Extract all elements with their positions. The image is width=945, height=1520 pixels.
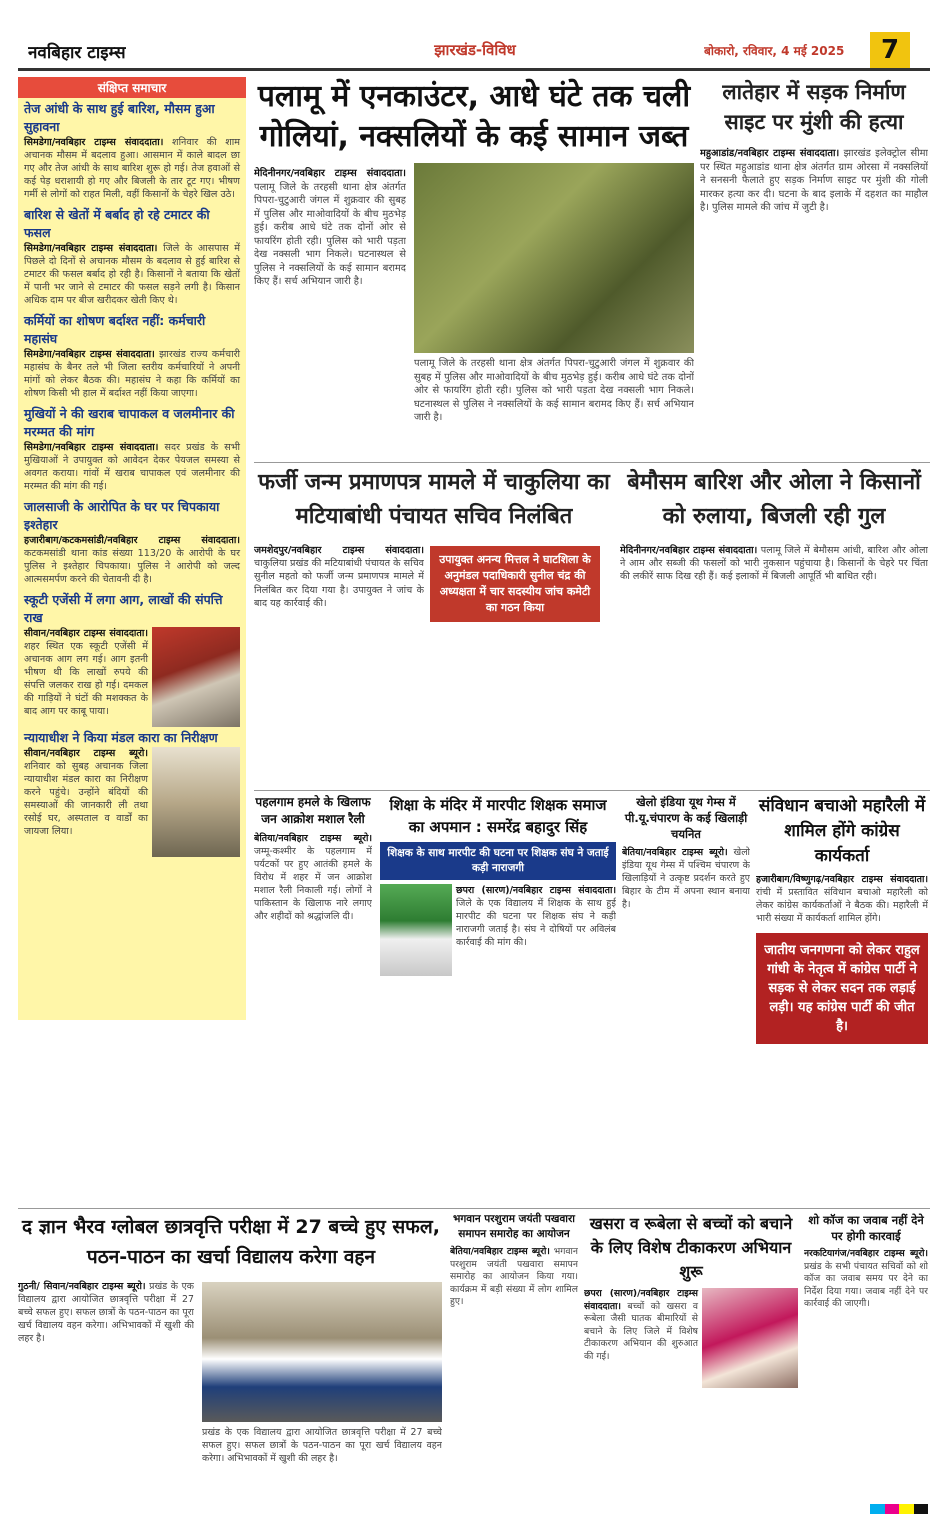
pahalgam-story: [254, 794, 372, 1204]
brief-byline: सिमडेगा/नवबिहार टाइम्स संवाददाता।: [24, 243, 158, 254]
brief-headline: बारिश से खेतों में बर्बाद हो रहे टमाटर की फसल: [24, 207, 210, 240]
color-registration-bar: [870, 1504, 928, 1514]
brief-headline: मुखियों ने की खराब चापाकल व जलमीनार की मरम्मत की मांग: [24, 406, 235, 439]
gyan-story: [18, 1212, 444, 1502]
judge-photo: [152, 747, 240, 857]
showcause-story: [804, 1212, 928, 1502]
chakulia-byline: जमशेदपुर/नवबिहार टाइम्स संवाददाता।: [254, 545, 424, 556]
brief-text: शहर स्थित एक स्कूटी एजेंसी में अचानक आग लग गई। आग इतनी भीषण थी कि लाखों रुपये की संपत्ति जलकर राख हो गई। दमकल की गाड़ियों ने घंटों की मशक्कत के बाद आग पर काबू पाया।: [24, 641, 148, 717]
brief-headline: जालसाजी के आरोपित के घर पर चिपकाया इश्तेहार: [24, 499, 220, 532]
khelo-byline: बेतिया/नवबिहार टाइम्स ब्यूरो।: [622, 847, 728, 858]
brief-text: शनिवार को सुबह अचानक जिला न्यायाधीश मंडल कारा का निरीक्षण करने पहुंचे। उन्होंने बंदियों की समस्याओं की जानकारी ली तथा रसोई घर, अस्पताल व वार्डों का जायजा लिया।: [24, 761, 148, 837]
brief-item: [18, 403, 246, 496]
fire-photo: [152, 627, 240, 727]
pahalgam-text: जम्मू-कश्मीर के पहलगाम में पर्यटकों पर हुए आतंकी हमले के विरोध में शहर में जन आक्रोश मशाल रैली निकाली गई। लोगों ने पाकिस्तान के खिलाफ नारे लगाए और शहीदों को श्रद्धांजलि दी।: [254, 846, 372, 922]
brief-byline: सिमडेगा/नवबिहार टाइम्स संवाददाता।: [24, 349, 155, 360]
paper-name: नवबिहार टाइम्स: [28, 43, 126, 63]
brief-headline: स्कूटी एजेंसी में लगा आग, लाखों की संपत्ति राख: [24, 592, 223, 625]
brief-text: सदर प्रखंड के सभी मुखियाओं ने उपायुक्त को आवेदन देकर पेयजल समस्या से अवगत कराया। गांवों में खराब चापाकल एवं जलमीनार की मरम्मत की मांग की गई।: [24, 442, 240, 492]
gyan-text: प्रखंड के एक विद्यालय द्वारा आयोजित छात्रवृत्ति परीक्षा में 27 बच्चे सफल हुए। सफल छात्रों के पठन-पाठन का पूरा खर्च विद्यालय वहन करेगा। अभिभावकों में खुशी की लहर है।: [18, 1281, 194, 1344]
brief-byline: सिमडेगा/नवबिहार टाइम्स संवाददाता।: [24, 137, 164, 148]
brief-item: [18, 204, 246, 310]
weather-text: पलामू जिले में बेमौसम आंधी, बारिश और ओला ने आम और सब्जी की फसलों को भारी नुकसान पहुंचाया है। किसानों के चेहरे पर चिंता की लकीरें साफ दिख रही हैं। कई इलाकों में बिजली आपूर्ति भी बाधित रही।: [620, 545, 928, 583]
brief-item: [18, 310, 246, 403]
brief-headline: कर्मियों का शोषण बर्दाश्त नहीं: कर्मचारी महासंघ: [24, 313, 206, 346]
chakulia-pull-quote: उपायुक्त अनन्य मित्तल ने घाटशिला के अनुमंडल पदाधिकारी सुनील चंद्र की अध्यक्षता में चार सदस्यीय जांच कमेटी का गठन किया: [430, 546, 600, 622]
brief-item: [18, 496, 246, 589]
shiksha-text: जिले के एक विद्यालय में शिक्षक के साथ हुई मारपीट की घटना पर शिक्षक संघ ने कड़ी नाराजगी जताई है। संघ ने दोषियों पर अविलंब कार्रवाई की मांग की।: [456, 898, 616, 948]
congress-highlight-box: जातीय जनगणना को लेकर राहुल गांधी के नेतृत्व में कांग्रेस पार्टी ने सड़क से लेकर सदन तक लड़ाई लड़ी। यह कांग्रेस पार्टी की जीत है।: [756, 933, 928, 1044]
brief-item: [18, 589, 246, 727]
congress-headline: संविधान बचाओ महारैली में शामिल होंगे कांग्रेस कार्यकर्ता: [758, 796, 926, 866]
gyan-headline: द ज्ञान भैरव ग्लोबल छात्रवृत्ति परीक्षा में 27 बच्चे हुए सफल, पठन-पाठन का खर्चा विद्यालय करेगा वहन: [22, 1216, 440, 1268]
gyan-byline: गुठनी/ सिवान/नवबिहार टाइम्स ब्यूरो।: [18, 1281, 146, 1292]
brief-byline: सीवान/नवबिहार टाइम्स ब्यूरो।: [24, 748, 148, 759]
showcause-byline: नरकटियागंज/नवबिहार टाइम्स ब्यूरो।: [804, 1248, 928, 1259]
latehar-story: [700, 77, 928, 457]
brief-byline: सीवान/नवबिहार टाइम्स संवाददाता।: [24, 628, 148, 639]
section-tag: झारखंड-विविध: [434, 41, 516, 59]
brief-news-band: संक्षिप्त समाचार: [18, 77, 246, 98]
brief-byline: हजारीबाग/कटकमसांडी/नवबिहार टाइम्स संवाददाता।: [24, 535, 240, 546]
parshuram-headline: भगवान परशुराम जयंती पखवारा समापन समारोह का आयोजन: [452, 1213, 576, 1240]
teacher-photo: [380, 884, 452, 976]
brief-news-column: [18, 77, 246, 1020]
page-number: 7: [870, 32, 910, 68]
weather-story: [620, 466, 928, 786]
congress-byline: हजारीबाग/विष्णुगढ़/नवबिहार टाइम्स संवाददाता।: [756, 874, 928, 885]
khasra-byline: छपरा (सारण)/नवबिहार टाइम्स संवाददाता।: [584, 1288, 698, 1312]
brief-headline: तेज आंधी के साथ हुई बारिश, मौसम हुआ सुहावना: [24, 101, 215, 134]
weather-byline: मेदिनीनगर/नवबिहार टाइम्स संवाददाता।: [620, 545, 758, 556]
khelo-story: [622, 794, 750, 1204]
khasra-headline: खसरा व रूबेला से बच्चों को बचाने के लिए विशेष टीकाकरण अभियान शुरू: [589, 1214, 793, 1281]
brief-text: शनिवार की शाम अचानक मौसम में बदलाव हुआ। आसमान में काले बादल छा गए और तेज आंधी के साथ बारिश शुरू हो गई। तेज हवाओं से कई पेड़ धराशायी हो गए और बिजली के तार टूट गए। भीषण गर्मी से लोगों को राहत मिली, वहीं किसानों के चेहरे खिल उठे।: [24, 137, 240, 200]
chakulia-headline: फर्जी जन्म प्रमाणपत्र मामले में चाकुलिया का मटियाबांधी पंचायत सचिव निलंबित: [258, 470, 610, 529]
dateline: बोकारो, रविवार, 4 मई 2025: [704, 44, 845, 58]
brief-byline: सिमडेगा/नवबिहार टाइम्स संवाददाता।: [24, 442, 159, 453]
latehar-byline: महुआडांड/नवबिहार टाइम्स संवाददाता।: [700, 148, 840, 159]
students-photo: [202, 1282, 442, 1422]
shiksha-headline: शिक्षा के मंदिर में मारपीट शिक्षक समाज का अपमान : समरेंद्र बहादुर सिंह: [389, 796, 607, 836]
congress-text: रांची में प्रस्तावित संविधान बचाओ महारैली को लेकर कांग्रेस कार्यकर्ताओं ने बैठक की। महारैली में भारी संख्या में कार्यकर्ता शामिल होंगे।: [756, 887, 928, 924]
shiksha-story: [380, 794, 616, 1204]
brief-text: झारखंड राज्य कर्मचारी महासंघ के बैनर तले भी जिला स्तरीय कर्मचारियों ने अपनी मांगों को लेकर बैठक की। महासंघ ने कहा कि कर्मियों का शोषण किसी भी हाल में बर्दाश्त नहीं किया जाएगा।: [24, 349, 240, 399]
khelo-text: खेलो इंडिया यूथ गेम्स में पश्चिम चंपारण के खिलाड़ियों ने उत्कृष्ट प्रदर्शन करते हुए बिहार के टीम में अपना स्थान बनाया है।: [622, 847, 750, 910]
khasra-text: बच्चों को खसरा व रूबेला जैसी घातक बीमारियों से बचाने के लिए जिले में विशेष टीकाकरण अभियान की शुरुआत की गई।: [584, 1300, 699, 1362]
gyan-text-continued: प्रखंड के एक विद्यालय द्वारा आयोजित छात्रवृत्ति परीक्षा में 27 बच्चे सफल हुए। सफल छात्रों के पठन-पाठन का पूरा खर्च विद्यालय वहन करेगा। अभिभावकों में खुशी की लहर है।: [202, 1427, 442, 1464]
page-header: [0, 0, 945, 74]
parshuram-story: [450, 1212, 578, 1502]
brief-text: जिले के आसपास में पिछले दो दिनों से अचानक मौसम के बदलाव से हुई बारिश से टमाटर की फसल बर्बाद हो रही है। किसानों ने बताया कि खेतों में पानी भर जाने से टमाटर की फसल सड़ने लगी है। किसान अधिक दाम पर बीज खरीदकर खेती किए थे।: [24, 243, 240, 306]
parshuram-text: भगवान परशुराम जयंती पखवारा समापन समारोह का आयोजन किया गया। कार्यक्रम में बड़ी संख्या में लोग शामिल हुए।: [450, 1246, 578, 1308]
top-story-text: पलामू जिले के तरहसी थाना क्षेत्र अंतर्गत पिपरा-चुटुआरी जंगल में शुक्रवार की सुबह में पुलिस और माओवादियों के बीच मुठभेड़ हुई। करीब आधे घंटे तक दोनों ओर से फायरिंग होती रही। पुलिस को भारी पड़ता देख नक्सली भाग निकले। घटनास्थल से पुलिस ने नक्सलियों के कई सामान बरामद किए हैं। सर्च अभियान जारी है।: [254, 181, 406, 287]
latehar-headline: लातेहार में सड़क निर्माण साइट पर मुंशी की हत्या: [722, 80, 906, 134]
top-story-byline: मेदिनीनगर/नवबिहार टाइम्स संवाददाता।: [254, 168, 406, 179]
pahalgam-headline: पहलगाम हमले के खिलाफ जन आक्रोश मशाल रैली: [255, 795, 371, 826]
header-rule: [18, 68, 930, 71]
chakulia-text: चाकुलिया प्रखंड की मटियाबांधी पंचायत के सचिव सुनील महतो को फर्जी जन्म प्रमाणपत्र मामले में निलंबित कर दिया गया है। उपायुक्त ने जांच के बाद यह कार्रवाई की।: [254, 558, 424, 609]
brief-text: कटकमसांडी थाना कांड संख्या 113/20 के आरोपी के घर पुलिस ने इश्तेहार चिपकाया। पुलिस ने आरोपी को जल्द आत्मसमर्पण करने की चेतावनी दी है।: [24, 548, 240, 585]
chakulia-story: [254, 466, 614, 786]
brief-headline: न्यायाधीश ने किया मंडल कारा का निरीक्षण: [24, 730, 218, 745]
parshuram-byline: बेतिया/नवबिहार टाइम्स ब्यूरो।: [450, 1246, 550, 1257]
pahalgam-byline: बेतिया/नवबिहार टाइम्स ब्यूरो।: [254, 833, 372, 844]
khasra-story: [584, 1212, 798, 1502]
shiksha-subhead: शिक्षक के साथ मारपीट की घटना पर शिक्षक संघ ने जताई कड़ी नाराजगी: [380, 842, 616, 880]
weather-headline: बेमौसम बारिश और ओला ने किसानों को रुलाया, बिजली रही गुल: [627, 470, 921, 529]
latehar-text: झारखंड इलेक्ट्रोल सीमा पर स्थित महुआडांड थाना क्षेत्र अंतर्गत ग्राम ओरसा में नक्सलियों ने सनसनी फैलाते हुए सड़क निर्माण साइट पर मुंशी की गोली मारकर हत्या कर दी। घटना के बाद इलाके में दहशत का माहौल है। पुलिस मामले की जांच में जुटी है।: [700, 148, 928, 213]
top-story-headline: पलामू में एनकाउंटर, आधे घंटे तक चली गोलियां, नक्सलियों के कई सामान जब्त: [257, 79, 691, 154]
top-story-continued: पलामू जिले के तरहसी थाना क्षेत्र अंतर्गत पिपरा-चुटुआरी जंगल में शुक्रवार की सुबह में पुलिस और माओवादियों के बीच मुठभेड़ हुई। करीब आधे घंटे तक दोनों ओर से फायरिंग होती रही। पुलिस को भारी पड़ता देख नक्सली भाग निकले। घटनास्थल से पुलिस ने नक्सलियों के कई सामान बरामद किए हैं। सर्च अभियान जारी है।: [414, 358, 694, 423]
congress-story: [756, 794, 928, 1204]
encounter-photo: [414, 163, 694, 353]
showcause-text: प्रखंड के सभी पंचायत सचिवों को शो कॉज का जवाब समय पर देने का निर्देश दिया गया। जवाब नहीं देने पर कार्रवाई की जाएगी।: [804, 1260, 928, 1310]
khelo-headline: खेलो इंडिया यूथ गेम्स में पी.यू.चंपारण के कई खिलाड़ी चयनित: [624, 795, 748, 841]
brief-item: [18, 727, 246, 857]
shiksha-byline: छपरा (सारण)/नवबिहार टाइम्स संवाददाता।: [456, 885, 616, 896]
showcause-headline: शो कॉज का जवाब नहीं देने पर होगी कारवाई: [808, 1213, 924, 1243]
brief-item: [18, 98, 246, 204]
top-story: [254, 77, 694, 457]
vaccination-photo: [702, 1288, 798, 1388]
